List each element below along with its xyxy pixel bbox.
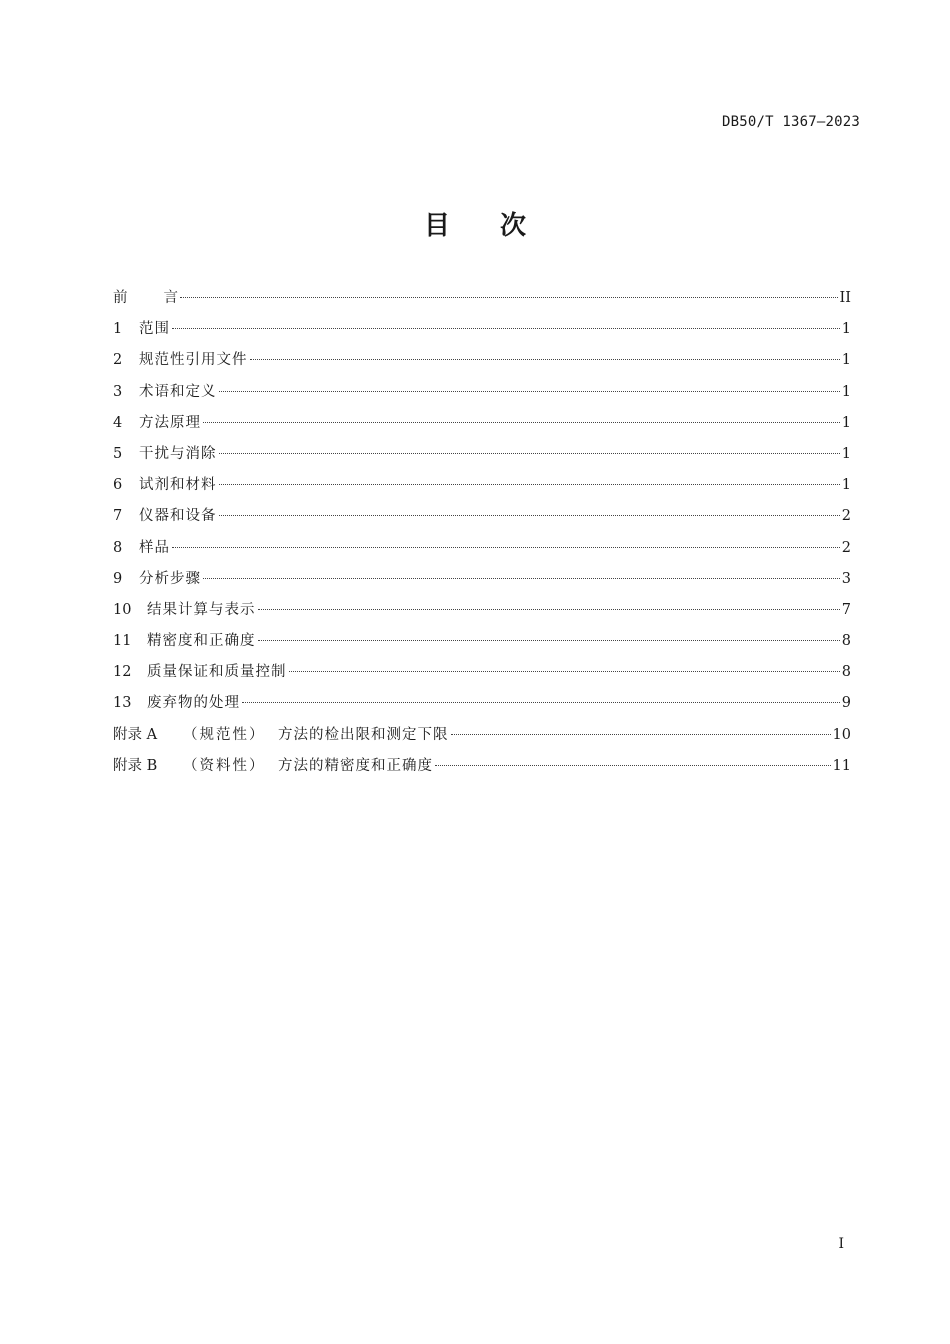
toc-entry-type: （规范性） <box>183 726 266 743</box>
toc-leader-dots <box>242 702 840 703</box>
toc-leader-dots <box>180 297 838 298</box>
toc-entry-appendix-a[interactable] <box>113 721 851 752</box>
toc-entry-label: 方法原理 <box>139 414 201 431</box>
toc-entry-page: 1 <box>841 477 851 494</box>
toc-entry-number: 10 <box>113 601 132 618</box>
toc-entry[interactable] <box>113 378 851 409</box>
toc-entry-number: 12 <box>113 664 132 681</box>
toc-entry-label: 仪器和设备 <box>139 508 217 525</box>
toc-entry-label: 干扰与消除 <box>139 445 217 462</box>
toc-entry-number: 13 <box>113 695 132 712</box>
toc-entry-label: 前 言 <box>113 290 178 306</box>
toc-entry-number: 附录 B <box>113 757 158 774</box>
toc-entry-appendix-b[interactable] <box>113 752 851 783</box>
toc-leader-dots <box>219 484 840 485</box>
toc-entry-page: 10 <box>832 726 851 743</box>
toc-entry[interactable] <box>113 315 851 346</box>
toc-leader-dots <box>258 640 840 641</box>
toc-entry[interactable] <box>113 346 851 377</box>
toc-entry-label: 样品 <box>139 539 170 556</box>
toc-entry-number: 9 <box>113 570 123 587</box>
toc-leader-dots <box>219 391 840 392</box>
toc-entry-page: 2 <box>841 508 851 525</box>
toc-entry-number: 4 <box>113 414 123 431</box>
toc-entry-page: 2 <box>841 539 851 556</box>
toc-entry-page: 8 <box>841 664 851 681</box>
toc-entry-number: 7 <box>113 508 123 525</box>
toc-entry-label: 精密度和正确度 <box>147 633 256 650</box>
toc-entry[interactable] <box>113 440 851 471</box>
page-title <box>0 205 950 242</box>
toc-entry-label: 试剂和材料 <box>139 477 217 494</box>
toc-entry-number: 2 <box>113 352 123 369</box>
toc-entry-label: 方法的精密度和正确度 <box>278 757 433 774</box>
toc-entry-type: （资料性） <box>183 757 266 774</box>
toc-entry-number: 3 <box>113 383 123 400</box>
toc-entry[interactable] <box>113 471 851 502</box>
toc-entry[interactable] <box>113 596 851 627</box>
toc-entry-page: 1 <box>841 321 851 338</box>
toc-entry[interactable] <box>113 689 851 720</box>
toc-leader-dots <box>172 547 840 548</box>
toc-entry[interactable] <box>113 658 851 689</box>
toc-leader-dots <box>203 578 840 579</box>
toc-entry-label: 废弃物的处理 <box>147 695 240 712</box>
toc-entry-page: 1 <box>841 414 851 431</box>
toc-leader-dots <box>219 515 840 516</box>
toc-entry[interactable] <box>113 502 851 533</box>
title-char-2: 次 <box>500 211 527 241</box>
toc-entry[interactable] <box>113 627 851 658</box>
toc-leader-dots <box>258 609 840 610</box>
toc-entry-page: 8 <box>841 633 851 650</box>
toc-entry-label: 质量保证和质量控制 <box>147 664 287 681</box>
toc-entry-page: 3 <box>841 570 851 587</box>
document-code: DB50/T 1367—2023 <box>721 114 860 130</box>
toc-entry-number: 6 <box>113 477 123 494</box>
toc-entry-page: 1 <box>841 383 851 400</box>
toc-entry[interactable] <box>113 409 851 440</box>
toc-entry-number: 11 <box>113 633 132 650</box>
toc-entry-page: II <box>839 290 851 306</box>
toc-entry-page: 1 <box>841 445 851 462</box>
toc-entry-page: 11 <box>832 757 851 774</box>
toc-leader-dots <box>219 453 840 454</box>
toc-entry-foreword[interactable] <box>113 284 851 315</box>
toc-entry[interactable] <box>113 534 851 565</box>
toc-entry-number: 5 <box>113 445 123 462</box>
toc-entry-page: 1 <box>841 352 851 369</box>
toc-entry-page: 9 <box>841 695 851 712</box>
toc-entry-label: 结果计算与表示 <box>147 601 256 618</box>
toc-leader-dots <box>250 359 840 360</box>
toc-entry-number: 8 <box>113 539 123 556</box>
toc-entry-page: 7 <box>841 601 851 618</box>
toc-leader-dots <box>435 765 831 766</box>
toc-leader-dots <box>203 422 840 423</box>
toc-leader-dots <box>172 328 840 329</box>
toc-entry-label: 规范性引用文件 <box>139 352 248 369</box>
toc-entry[interactable] <box>113 565 851 596</box>
toc-entry-label: 方法的检出限和测定下限 <box>278 726 449 743</box>
title-char-1: 目 <box>423 211 450 241</box>
page-number: I <box>838 1236 844 1252</box>
toc-entry-label: 术语和定义 <box>139 383 217 400</box>
toc-leader-dots <box>451 734 831 735</box>
toc-leader-dots <box>289 671 840 672</box>
toc-entry-number: 附录 A <box>113 726 158 743</box>
toc-entry-number: 1 <box>113 321 123 338</box>
table-of-contents <box>113 284 851 783</box>
toc-entry-label: 范围 <box>139 321 170 338</box>
toc-entry-label: 分析步骤 <box>139 570 201 587</box>
